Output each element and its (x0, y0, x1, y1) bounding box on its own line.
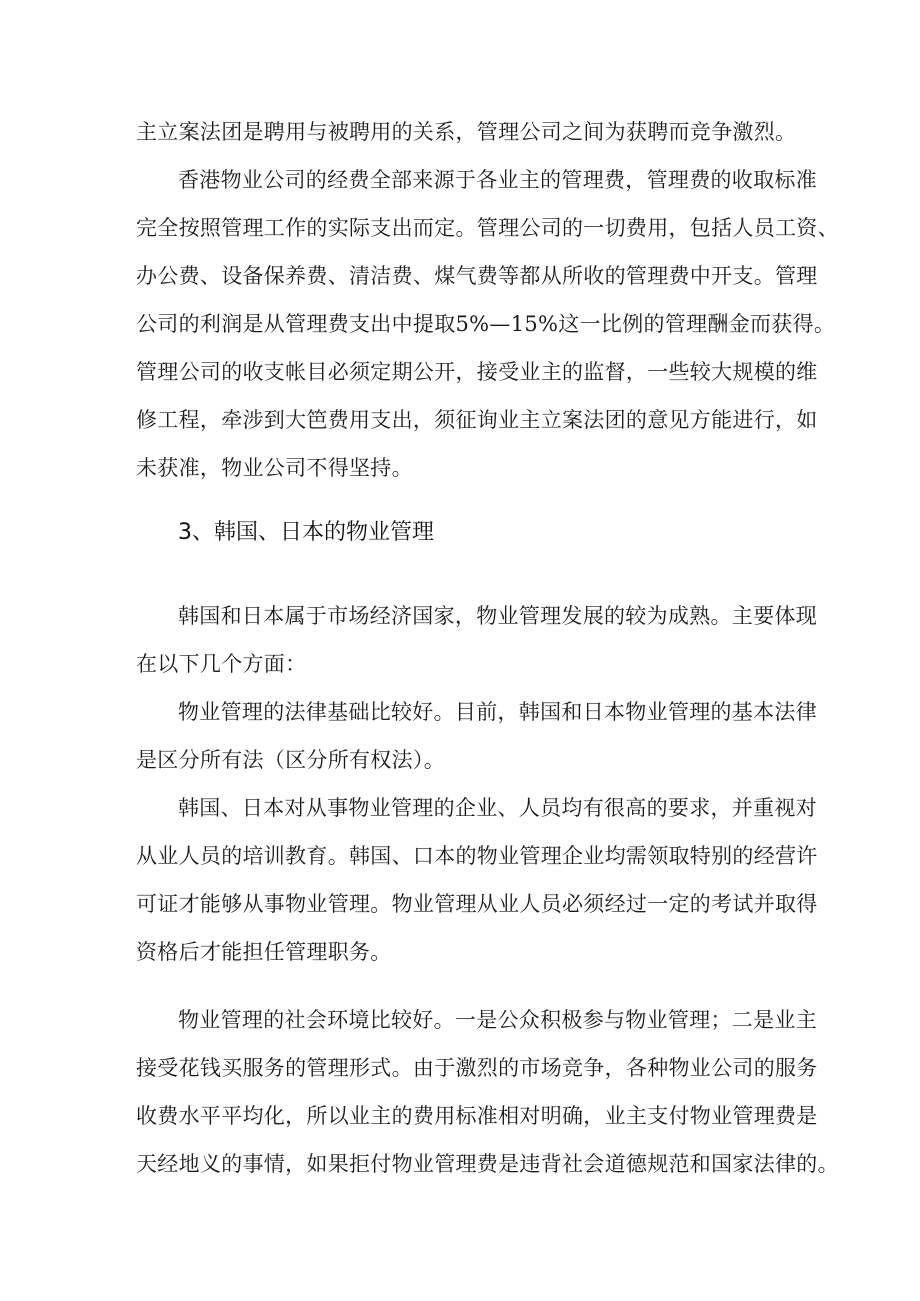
paragraph-line: 在以下几个方面： (136, 652, 307, 676)
paragraph-line: 修工程，牵涉到大笆费用支出，须征询业主立案法团的意见方能进行，如 (136, 408, 818, 432)
paragraph-line: 物业管理的社会环境比较好。一是公众积极参与物业管理；二是业主 (178, 1008, 817, 1032)
paragraph-line: 收费水平平均化，所以业主的费用标准相对明确，业主支付物业管理费是 (136, 1104, 818, 1128)
paragraph-line: 香港物业公司的经费全部来源于各业主的管理费，管理费的收取标准 (178, 168, 817, 192)
paragraph-line: 韩国和日本属于市场经济国家，物业管理发展的较为成熟。主要体现 (178, 604, 817, 628)
paragraph-line: 办公费、设备保养费、清洁费、煤气费等都从所收的管理费中开支。管理 (136, 264, 818, 288)
paragraph-line: 韩国、日本对从事物业管理的企业、人员均有很高的要求，并重视对 (178, 796, 817, 820)
paragraph-line: 资格后才能担任管理职务。 (136, 940, 392, 964)
paragraph-line: 接受花钱买服务的管理形式。由于激烈的市场竞争，各种物业公司的服务 (136, 1056, 818, 1080)
paragraph-line: 从业人员的培训教育。韩国、口本的物业管理企业均需领取特别的经营许 (136, 844, 818, 868)
paragraph-line: 物业管理的法律基础比较好。目前，韩国和日本物业管理的基本法律 (178, 700, 817, 724)
paragraph-line: 完全按照管理工作的实际支出而定。管理公司的一切费用，包括人员工资、 (136, 216, 839, 240)
paragraph-line: 公司的利润是从管理费支出中提取5%—15%这一比例的管理酬金而获得。 (136, 312, 836, 336)
paragraph-line: 可证才能够从事物业管理。物业管理从业人员必须经过一定的考试并取得 (136, 892, 818, 916)
paragraph-line: 未获准，物业公司不得坚持。 (136, 456, 413, 480)
paragraph-line: 是区分所有法（区分所有权法）。 (136, 748, 445, 772)
section-heading: 3、韩国、日本的物业管理 (178, 520, 434, 545)
paragraph-line: 天经地义的事情，如果拒付物业管理费是违背社会道德规范和国家法律的。 (136, 1152, 839, 1176)
paragraph-line: 主立案法团是聘用与被聘用的关系，管理公司之间为获聘而竞争激烈。 (136, 120, 797, 144)
paragraph-line: 管理公司的收支帐目必须定期公开，接受业主的监督，一些较大规模的维 (136, 360, 818, 384)
